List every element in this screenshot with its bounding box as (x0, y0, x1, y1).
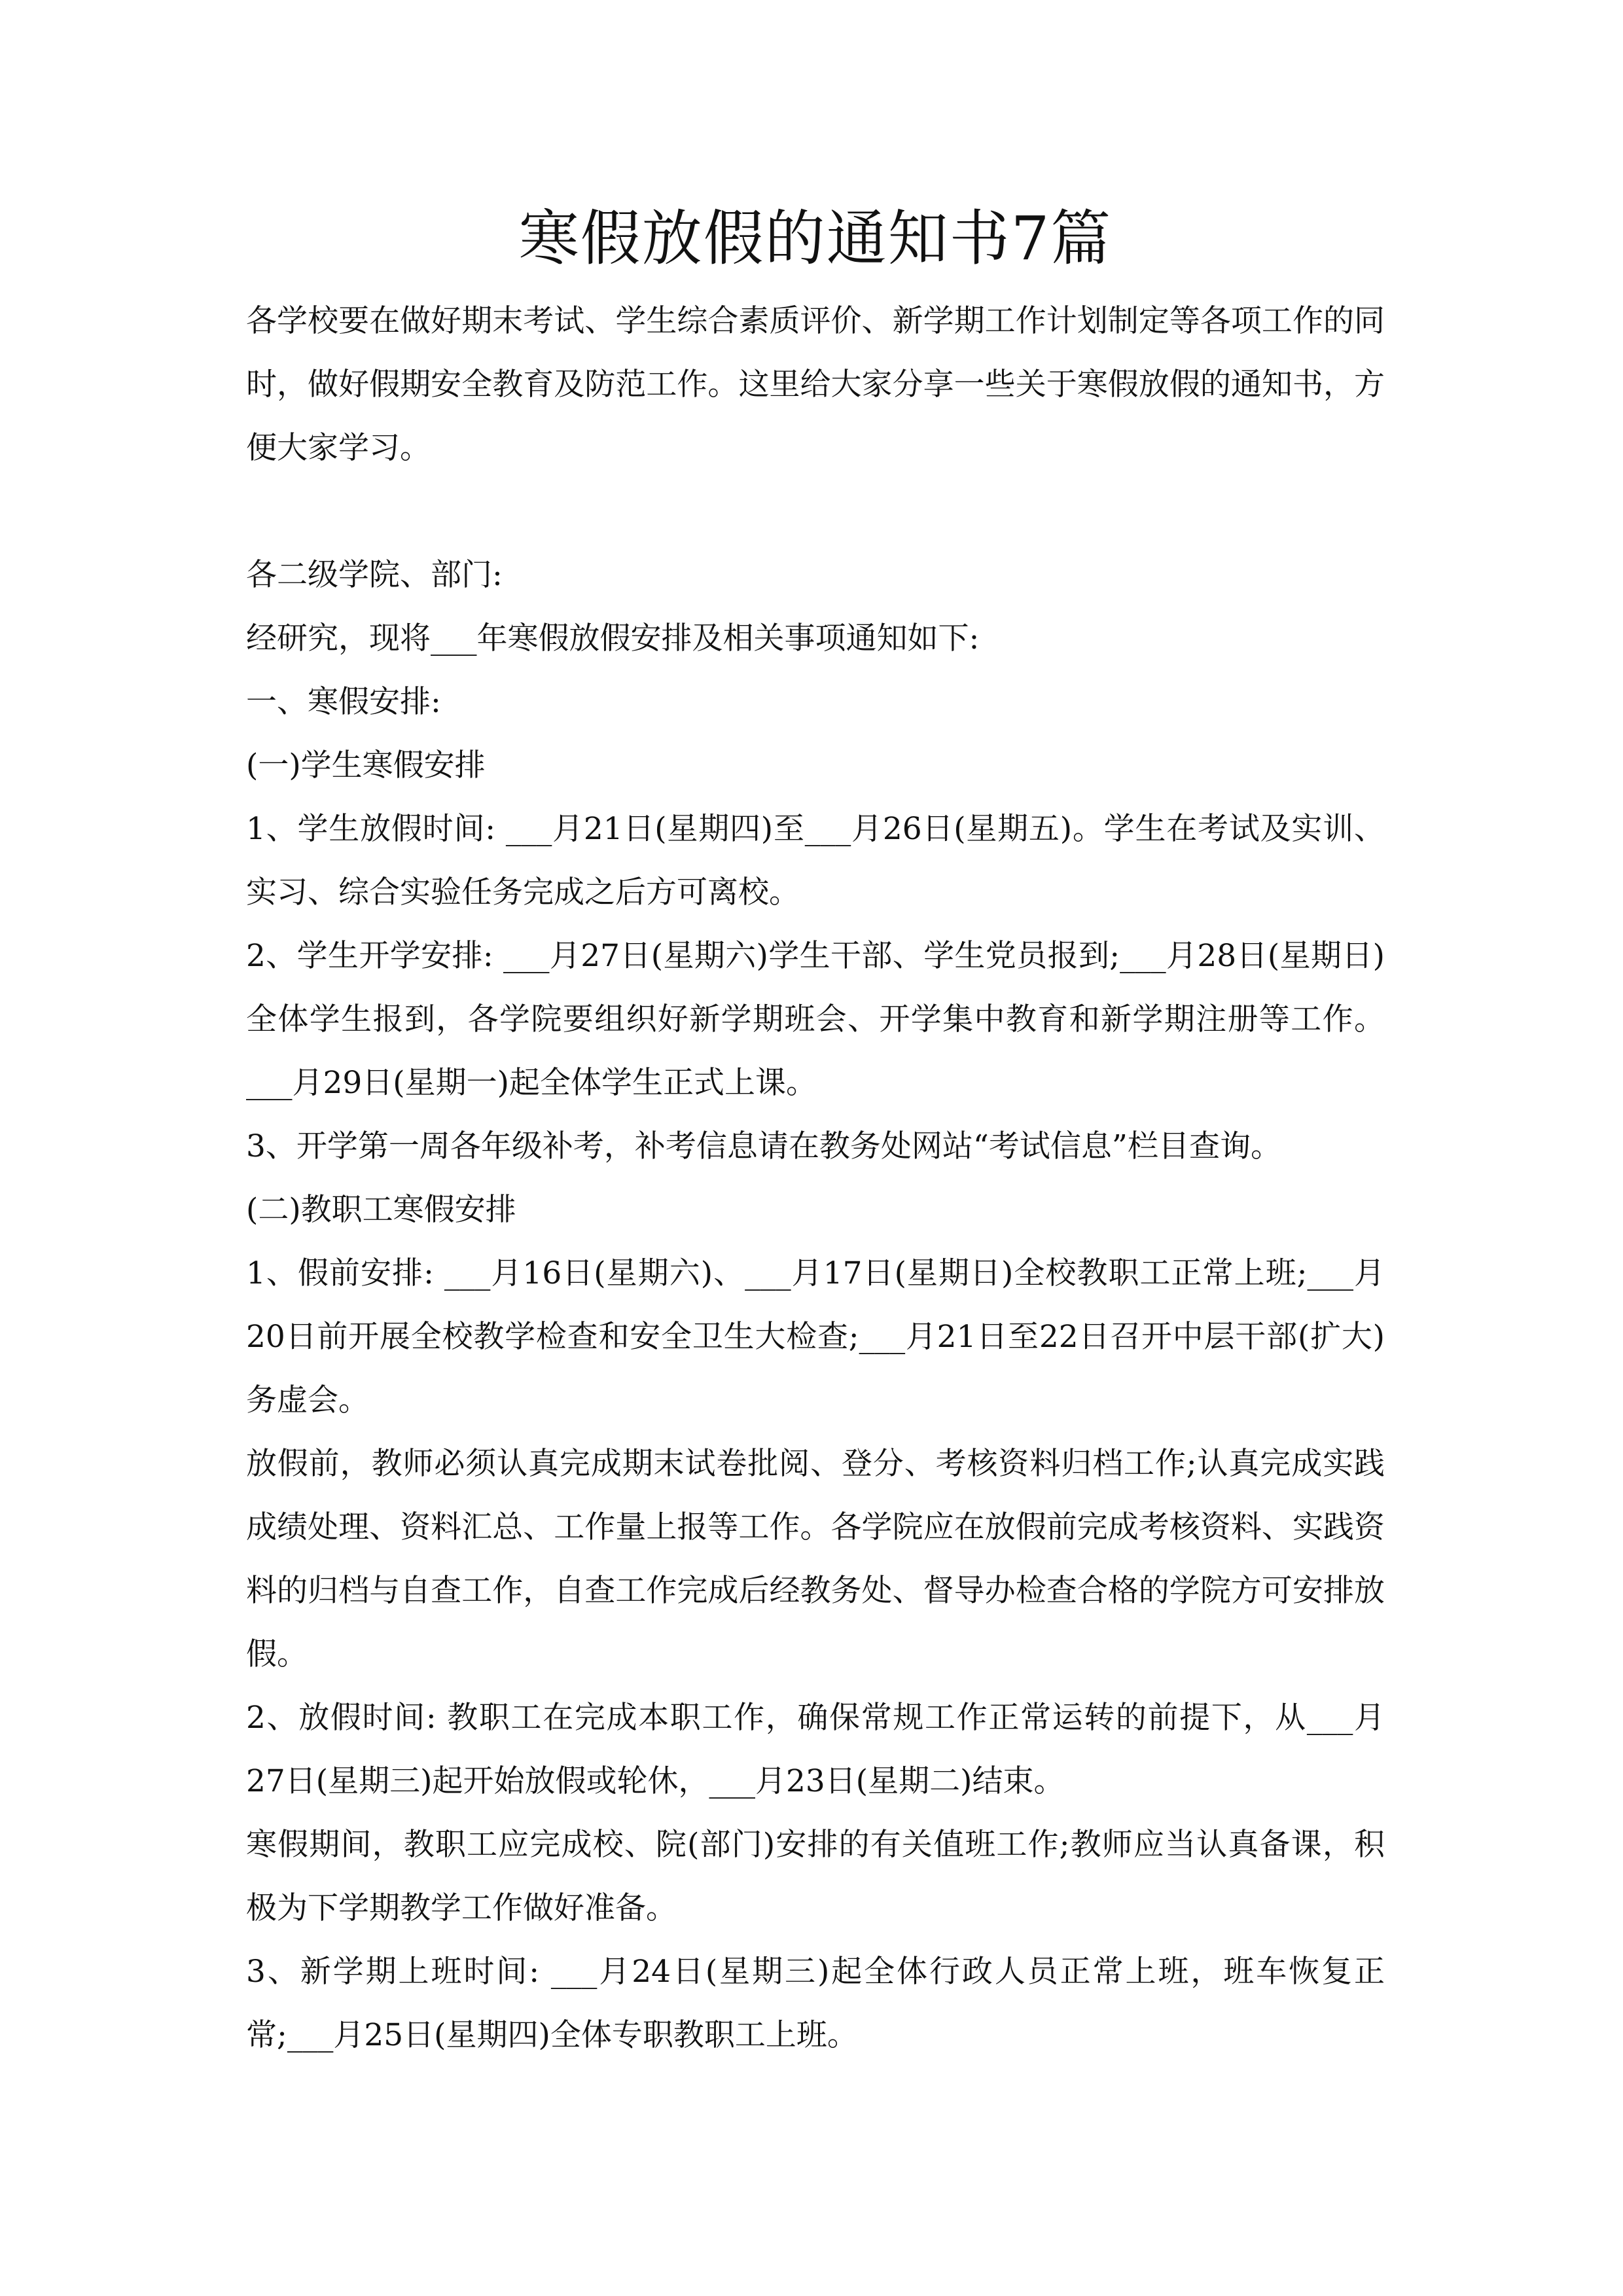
document-title: 寒假放假的通知书7篇 (518, 204, 1113, 274)
subsection-heading-students: (一)学生寒假安排 (246, 747, 486, 783)
staff-holiday-duties: 寒假期间，教职工应完成校、院(部门)安排的有关值班工作;教师应当认真备课，积极为下学期教学工作做好准备。 (246, 1827, 1385, 1926)
subsection-heading-staff: (二)教职工寒假安排 (246, 1192, 516, 1228)
student-return-arrangement: 2、学生开学安排: ___月27日(星期六)学生干部、学生党员报到;___月28日(星期日)全体学生报到，各学院要组织好新学期班会、开学集中教育和新学期注册等工作。___月29日(星期一)起全体学生正式上课。 (246, 938, 1385, 1101)
staff-pre-holiday-duties: 放假前，教师必须认真完成期末试卷批阅、登分、考核资料归档工作;认真完成实践成绩处理、资料汇总、工作量上报等工作。各学院应在放假前完成考核资料、实践资料的归档与自查工作，自查工作完成后经教务处、督导办检查合格的学院方可安排放假。 (246, 1446, 1385, 1672)
student-holiday-time: 1、学生放假时间: ___月21日(星期四)至___月26日(星期五)。学生在考试及实训、实习、综合实验任务完成之后方可离校。 (246, 811, 1385, 910)
makeup-exam-info: 3、开学第一周各年级补考，补考信息请在教务处网站“考试信息”栏目查询。 (246, 1128, 1281, 1164)
section-heading-winter-arrangement: 一、寒假安排: (246, 684, 441, 720)
opening-line: 经研究，现将___年寒假放假安排及相关事项通知如下: (246, 620, 980, 656)
blank-line (246, 480, 1385, 543)
intro-paragraph: 各学校要在做好期末考试、学生综合素质评价、新学期工作计划制定等各项工作的同时，做好假期安全教育及防范工作。这里给大家分享一些关于寒假放假的通知书，方便大家学习。 (246, 303, 1385, 466)
document-page (246, 190, 1385, 2067)
salutation: 各二级学院、部门: (246, 557, 503, 593)
new-term-work-time: 3、新学期上班时间: ___月24日(星期三)起全体行政人员正常上班，班车恢复正常;___月25日(星期四)全体专职教职工上班。 (246, 1954, 1385, 2053)
staff-holiday-time: 2、放假时间: 教职工在完成本职工作，确保常规工作正常运转的前提下，从___月27日(星期三)起开始放假或轮休，___月23日(星期二)结束。 (246, 1700, 1385, 1799)
staff-pre-holiday-arrangement: 1、假前安排: ___月16日(星期六)、___月17日(星期日)全校教职工正常上班;___月20日前开展全校教学检查和安全卫生大检查;___月21日至22日召开中层干部(扩大)务虚会。 (246, 1255, 1385, 1418)
